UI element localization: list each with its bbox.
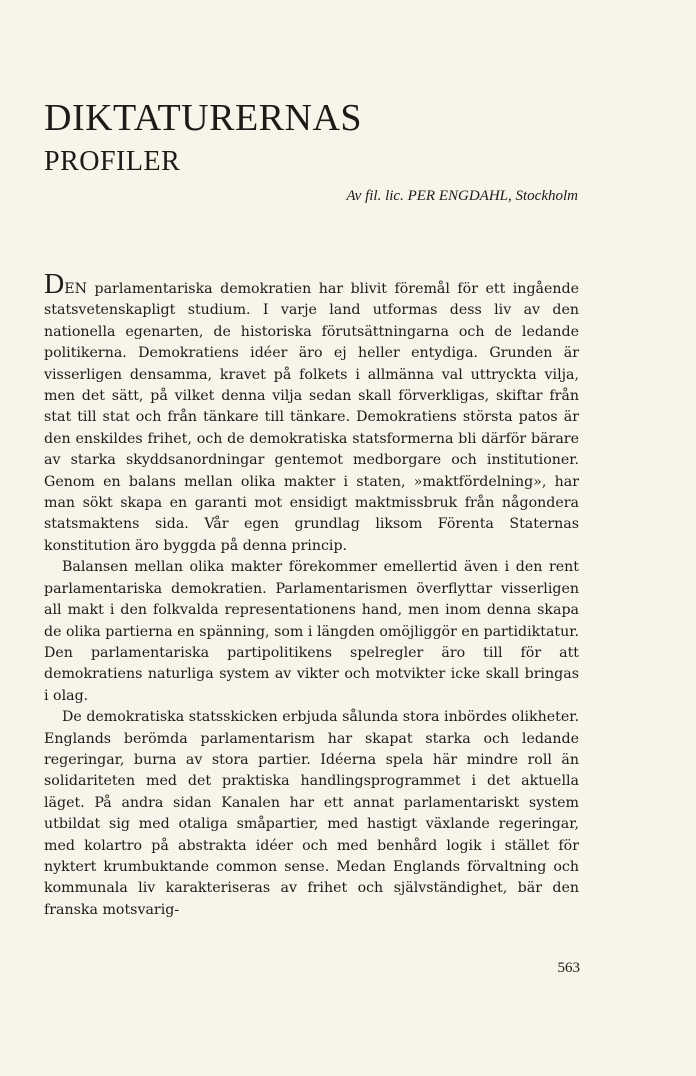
page-number: 563	[557, 960, 580, 976]
paragraph-1-text: parlamentariska demokratien har blivit föremål för ett ingående statsvetenskapligt studium. I varje land utformas dess liv av den nationella egenarten, de historiska förutsättningarna och de ledande politikerna. Demokratiens idéer äro ej heller entydiga. Grunden är visserligen densamma, kravet på folkets i allmänna val uttryckta vilja, men det sätt, på vilket denna vilja sedan skall förverkligas, skiftar från stat till stat och från tänkare till tänkare. Demokratiens största patos är den enskildes frihet, och de demokratiska statsformerna bli därför bärare av starka skyddsanordningar gentemot medborgare och institutioner. Genom en balans mellan olika makter i staten, »maktfördelning», har man sökt skapa en garanti mot ensidigt maktmissbruk från någondera statsmaktens sida. Vår egen grundlag liksom Förenta Staternas konstitution äro byggda på denna princip.	[44, 281, 579, 554]
byline-suffix: , Stockholm	[508, 188, 578, 204]
paragraph-2: Balansen mellan olika makter förekommer emellertid även i den rent parlamentariska demokratien. Parlamentarismen överflyttar visserligen all makt i den folkvalda representationens hand, men inom denna skapa de olika partierna en spänning, som i längden omöjliggör en partidiktatur. Den parlamentariska partipolitikens spelregler äro till för att demokratiens naturliga system av vikter och motvikter icke skall bringas i olag.	[44, 559, 579, 704]
byline	[346, 188, 578, 205]
first-word-rest: EN	[64, 281, 88, 297]
drop-cap: D	[44, 269, 65, 300]
paragraph-3: De demokratiska statsskicken erbjuda sålunda stora inbördes olikheter. Englands berömda parlamentarism har skapat starka och ledande regeringar, burna av stora partier. Idéerna spela här mindre roll än solidariteten med det praktiska handlingsprogrammet i det aktuella läget. På andra sidan Kanalen har ett annat parlamentariskt system utbildat sig med otaliga småpartier, med hastigt växlande regeringar, med kolartro på abstrakta idéer och med benhård logik i stället för nyktert krumbuktande common sense. Medan Englands förvaltning och kommunala liv karakteriseras av frihet och självständighet, bär den franska motsvarig-	[44, 709, 579, 918]
article-title-line1: DIKTATURERNAS	[44, 97, 363, 139]
article-body	[44, 269, 579, 921]
paragraph-1	[44, 269, 579, 557]
author-name: PER ENGDAHL	[407, 188, 509, 204]
article-title-line2: PROFILER	[44, 146, 181, 177]
byline-prefix: Av fil. lic.	[346, 188, 408, 204]
